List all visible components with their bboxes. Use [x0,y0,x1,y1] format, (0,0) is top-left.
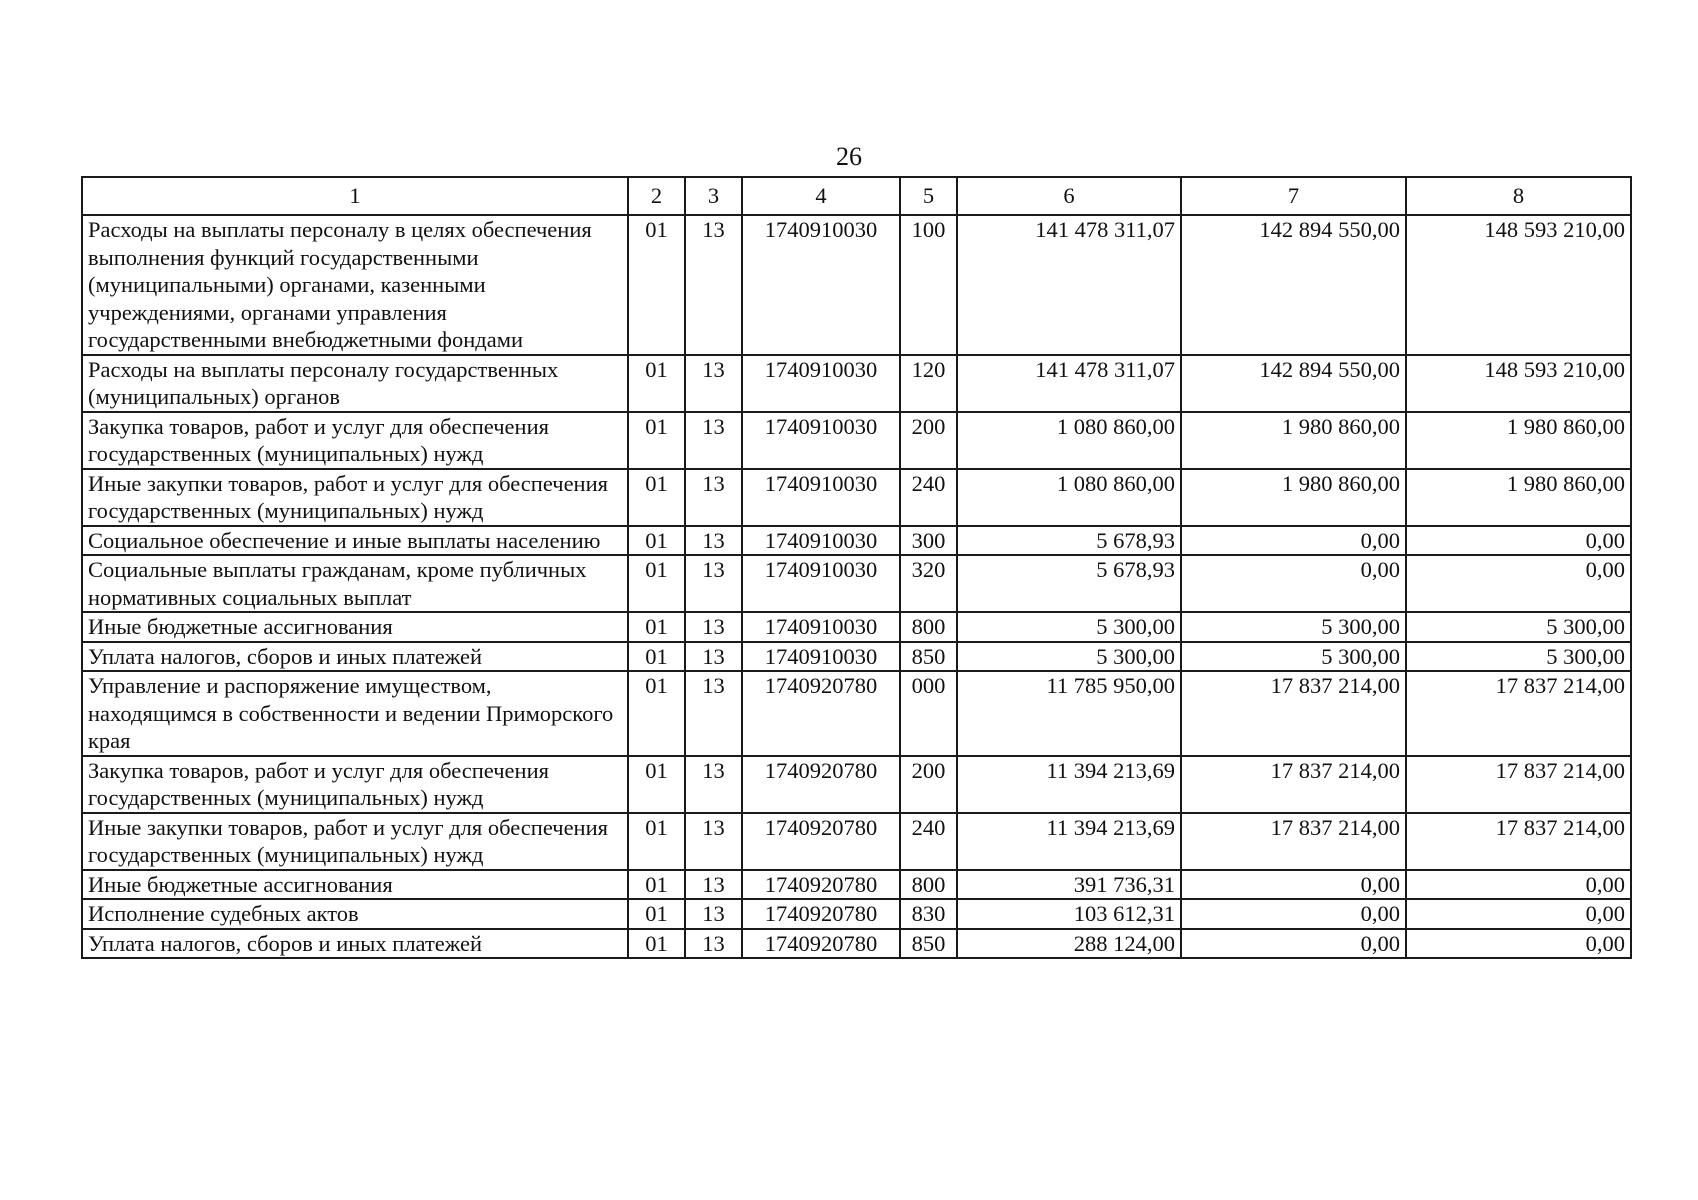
table-row [82,612,1631,642]
amount-col8-cell: 17 837 214,00 [1406,756,1631,813]
column-header: 7 [1181,177,1406,215]
expense-type-cell: 800 [900,612,957,642]
row-name-cell: Исполнение судебных актов [82,899,628,929]
row-name-cell: Уплата налогов, сборов и иных платежей [82,642,628,672]
table-row [82,526,1631,556]
subsection-code-cell: 13 [685,813,742,870]
amount-col8-cell: 5 300,00 [1406,612,1631,642]
amount-col8-cell: 0,00 [1406,555,1631,612]
section-code-cell: 01 [628,929,685,959]
expense-type-cell: 300 [900,526,957,556]
subsection-code-cell: 13 [685,642,742,672]
amount-col7-cell: 0,00 [1181,899,1406,929]
table-row [82,469,1631,526]
row-name-cell: Управление и распоряжение имуществом, находящимся в собственности и ведении Приморского края [82,671,628,756]
row-name-cell: Закупка товаров, работ и услуг для обеспечения государственных (муниципальных) нужд [82,412,628,469]
row-name-cell: Иные бюджетные ассигнования [82,870,628,900]
expense-type-cell: 000 [900,671,957,756]
amount-col8-cell: 0,00 [1406,526,1631,556]
section-code-cell: 01 [628,899,685,929]
subsection-code-cell: 13 [685,756,742,813]
table-row [82,870,1631,900]
amount-col8-cell: 17 837 214,00 [1406,813,1631,870]
row-name-cell: Иные бюджетные ассигнования [82,612,628,642]
column-header: 6 [957,177,1181,215]
amount-col7-cell: 0,00 [1181,526,1406,556]
amount-col8-cell: 148 593 210,00 [1406,215,1631,355]
section-code-cell: 01 [628,555,685,612]
amount-col7-cell: 17 837 214,00 [1181,671,1406,756]
section-code-cell: 01 [628,671,685,756]
amount-col6-cell: 5 678,93 [957,555,1181,612]
amount-col6-cell: 1 080 860,00 [957,469,1181,526]
column-header: 8 [1406,177,1631,215]
subsection-code-cell: 13 [685,899,742,929]
row-name-cell: Социальное обеспечение и иные выплаты населению [82,526,628,556]
amount-col8-cell: 17 837 214,00 [1406,671,1631,756]
subsection-code-cell: 13 [685,671,742,756]
amount-col6-cell: 5 300,00 [957,642,1181,672]
subsection-code-cell: 13 [685,215,742,355]
expense-type-cell: 200 [900,412,957,469]
table-row [82,756,1631,813]
amount-col6-cell: 5 300,00 [957,612,1181,642]
table-row [82,642,1631,672]
expense-type-cell: 830 [900,899,957,929]
amount-col8-cell: 5 300,00 [1406,642,1631,672]
table-row [82,215,1631,355]
amount-col6-cell: 288 124,00 [957,929,1181,959]
section-code-cell: 01 [628,813,685,870]
section-code-cell: 01 [628,469,685,526]
amount-col8-cell: 1 980 860,00 [1406,412,1631,469]
target-article-cell: 1740910030 [742,412,900,469]
amount-col6-cell: 5 678,93 [957,526,1181,556]
amount-col8-cell: 148 593 210,00 [1406,355,1631,412]
target-article-cell: 1740910030 [742,555,900,612]
amount-col8-cell: 0,00 [1406,899,1631,929]
column-number-row [82,177,1631,215]
amount-col6-cell: 11 394 213,69 [957,756,1181,813]
row-name-cell: Иные закупки товаров, работ и услуг для обеспечения государственных (муниципальных) нужд [82,813,628,870]
section-code-cell: 01 [628,215,685,355]
section-code-cell: 01 [628,756,685,813]
target-article-cell: 1740910030 [742,642,900,672]
amount-col8-cell: 1 980 860,00 [1406,469,1631,526]
expense-type-cell: 120 [900,355,957,412]
target-article-cell: 1740910030 [742,355,900,412]
amount-col7-cell: 5 300,00 [1181,612,1406,642]
expense-type-cell: 200 [900,756,957,813]
section-code-cell: 01 [628,870,685,900]
amount-col7-cell: 142 894 550,00 [1181,215,1406,355]
target-article-cell: 1740920780 [742,813,900,870]
amount-col6-cell: 11 394 213,69 [957,813,1181,870]
target-article-cell: 1740920780 [742,671,900,756]
target-article-cell: 1740920780 [742,899,900,929]
amount-col6-cell: 141 478 311,07 [957,355,1181,412]
column-header: 4 [742,177,900,215]
table-row [82,555,1631,612]
subsection-code-cell: 13 [685,612,742,642]
expense-type-cell: 320 [900,555,957,612]
budget-table [81,176,1632,959]
amount-col7-cell: 1 980 860,00 [1181,469,1406,526]
column-header: 5 [900,177,957,215]
subsection-code-cell: 13 [685,355,742,412]
table-row [82,671,1631,756]
amount-col8-cell: 0,00 [1406,929,1631,959]
subsection-code-cell: 13 [685,526,742,556]
column-header: 1 [82,177,628,215]
subsection-code-cell: 13 [685,469,742,526]
expense-type-cell: 800 [900,870,957,900]
table-row [82,355,1631,412]
target-article-cell: 1740910030 [742,612,900,642]
subsection-code-cell: 13 [685,929,742,959]
amount-col7-cell: 1 980 860,00 [1181,412,1406,469]
expense-type-cell: 240 [900,469,957,526]
amount-col7-cell: 0,00 [1181,870,1406,900]
amount-col7-cell: 5 300,00 [1181,642,1406,672]
amount-col6-cell: 1 080 860,00 [957,412,1181,469]
section-code-cell: 01 [628,526,685,556]
subsection-code-cell: 13 [685,412,742,469]
row-name-cell: Уплата налогов, сборов и иных платежей [82,929,628,959]
expense-type-cell: 850 [900,929,957,959]
expense-type-cell: 850 [900,642,957,672]
amount-col6-cell: 391 736,31 [957,870,1181,900]
expense-type-cell: 240 [900,813,957,870]
amount-col7-cell: 17 837 214,00 [1181,813,1406,870]
row-name-cell: Расходы на выплаты персоналу государственных (муниципальных) органов [82,355,628,412]
subsection-code-cell: 13 [685,870,742,900]
table-row [82,813,1631,870]
target-article-cell: 1740920780 [742,756,900,813]
expense-type-cell: 100 [900,215,957,355]
amount-col6-cell: 103 612,31 [957,899,1181,929]
column-header: 2 [628,177,685,215]
row-name-cell: Расходы на выплаты персоналу в целях обеспечения выполнения функций государственными (муниципальными) органами, казенными учреждениями, органами управления государственными внебюджетными фондами [82,215,628,355]
target-article-cell: 1740910030 [742,469,900,526]
table-row [82,412,1631,469]
column-header: 3 [685,177,742,215]
amount-col6-cell: 141 478 311,07 [957,215,1181,355]
target-article-cell: 1740910030 [742,215,900,355]
target-article-cell: 1740910030 [742,526,900,556]
section-code-cell: 01 [628,612,685,642]
table-row [82,929,1631,959]
section-code-cell: 01 [628,642,685,672]
page-number: 26 [836,142,862,171]
subsection-code-cell: 13 [685,555,742,612]
section-code-cell: 01 [628,355,685,412]
amount-col6-cell: 11 785 950,00 [957,671,1181,756]
row-name-cell: Иные закупки товаров, работ и услуг для обеспечения государственных (муниципальных) нужд [82,469,628,526]
target-article-cell: 1740920780 [742,870,900,900]
amount-col8-cell: 0,00 [1406,870,1631,900]
amount-col7-cell: 0,00 [1181,929,1406,959]
table-row [82,899,1631,929]
row-name-cell: Социальные выплаты гражданам, кроме публичных нормативных социальных выплат [82,555,628,612]
amount-col7-cell: 17 837 214,00 [1181,756,1406,813]
section-code-cell: 01 [628,412,685,469]
amount-col7-cell: 142 894 550,00 [1181,355,1406,412]
target-article-cell: 1740920780 [742,929,900,959]
amount-col7-cell: 0,00 [1181,555,1406,612]
table-body [82,215,1631,958]
row-name-cell: Закупка товаров, работ и услуг для обеспечения государственных (муниципальных) нужд [82,756,628,813]
